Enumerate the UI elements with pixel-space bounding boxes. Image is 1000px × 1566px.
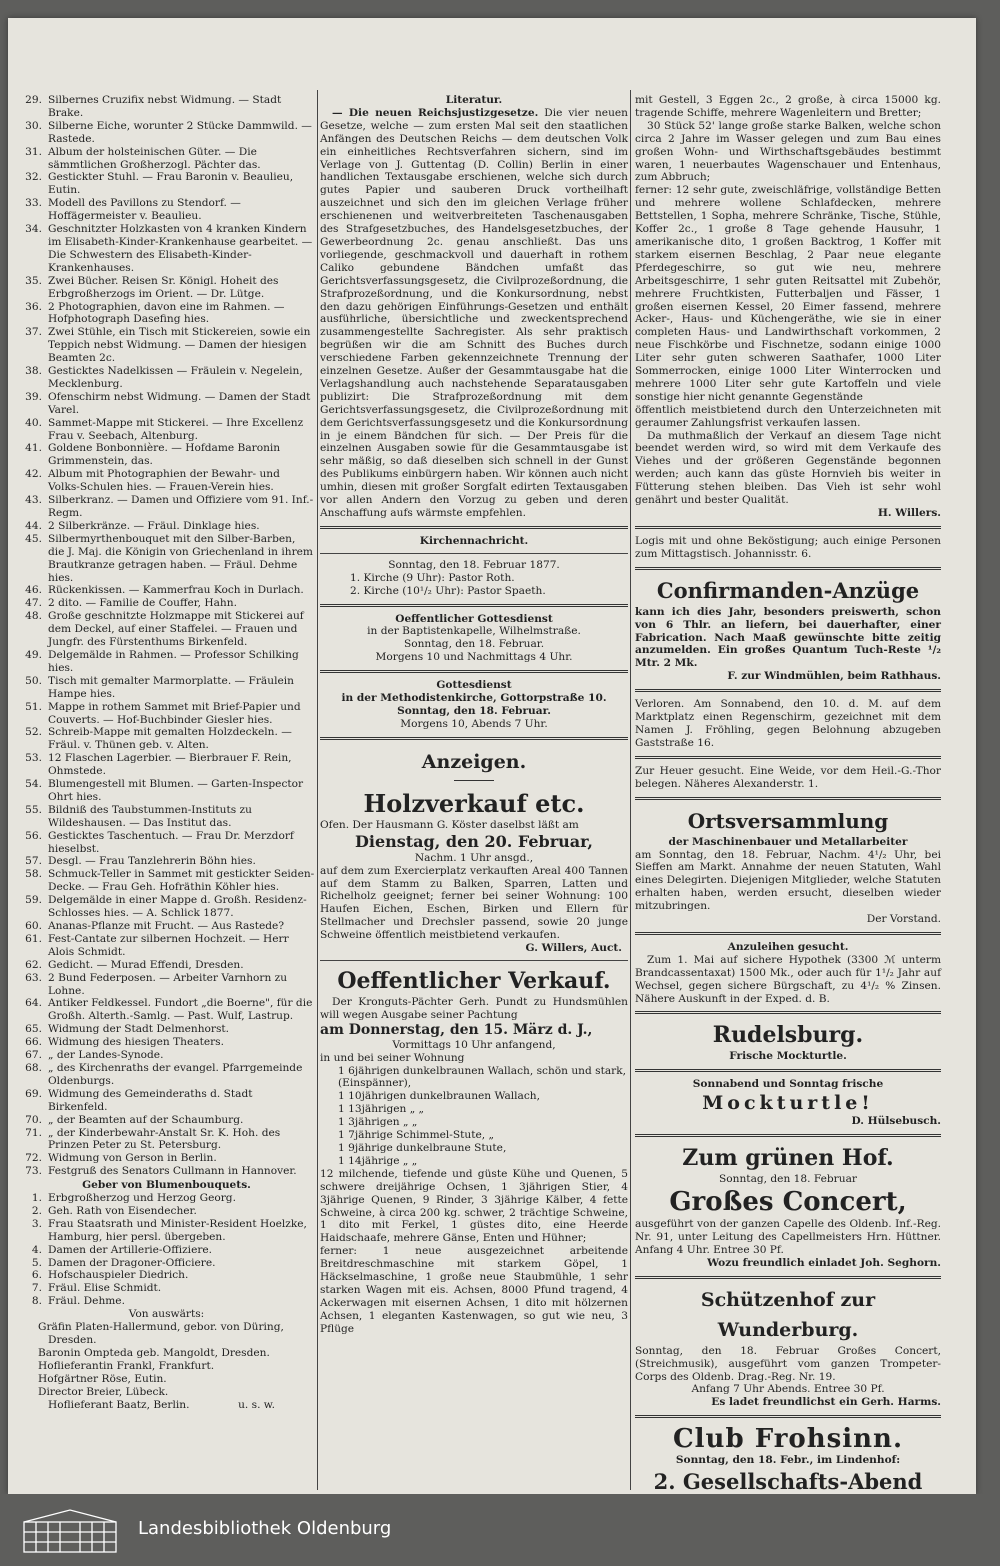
sale-continued: mit Gestell, 3 Eggen 2c., 2 große, à circa 15000 kg. tragende Schiffe, mehrere Wagenleitern und Bretter; bbox=[635, 94, 941, 119]
usw: u. s. w. bbox=[238, 1398, 275, 1411]
logis-ad: Logis mit und ohne Beköstigung; auch einige Personen zum Mittagstisch. Johannisstr. 6. bbox=[635, 534, 941, 560]
item-text: Geschnitzter Holzkasten von 4 kranken Kindern im Elisabeth-Kinder-Krankenhause gearbeitet. — Die Schwestern des Elisabeth-Kinder-Krankenhauses. bbox=[48, 223, 313, 274]
list-item bbox=[18, 391, 315, 417]
public-sale-intro: Der Kronguts-Pächter Gerh. Pundt zu Hundsmühlen will wegen Ausgabe seiner Pachtung bbox=[320, 995, 628, 1021]
list-item bbox=[18, 701, 315, 727]
service-1: in der Methodistenkirche, Gottorpstraße 10. bbox=[341, 692, 607, 705]
list-item bbox=[18, 1023, 315, 1036]
list-item bbox=[18, 520, 315, 533]
newspaper-page bbox=[8, 18, 976, 1494]
item-text: Silberne Eiche, worunter 2 Stücke Dammwild. — Rastede. bbox=[48, 119, 312, 145]
list-item bbox=[18, 752, 315, 778]
list-item bbox=[18, 972, 315, 998]
item-text: 2 dito. — Familie de Couffer, Hahn. bbox=[48, 597, 237, 610]
list-item bbox=[18, 1192, 315, 1205]
list-item bbox=[18, 649, 315, 675]
item-text: Silbernes Cruzifix nebst Widmung. — Stadt Brake. bbox=[48, 94, 282, 119]
item-number: 39. bbox=[25, 390, 42, 403]
item-text: 2 Photographien, davon eine im Rahmen. — Hofphotograph Dasefing hies. bbox=[48, 300, 285, 326]
sale-item: 1 10jährigen dunkelbraunen Wallach, bbox=[338, 1090, 540, 1103]
item-number: 7. bbox=[31, 1282, 42, 1295]
sale-continued-4: öffentlich meistbietend durch den Unterzeichneten mit geraumer Zahlungsfrist verkaufen lassen. bbox=[635, 403, 941, 429]
item-text: Festgruß des Senators Cullmann in Hannover. bbox=[48, 1165, 297, 1178]
meadow-ad: Zur Heuer gesucht. Eine Weide, vor dem Heil.-G.-Thor belegen. Näheres Alexanderstr. 1. bbox=[635, 764, 941, 790]
mockturtle-signature: D. Hülsebusch. bbox=[851, 1115, 941, 1128]
item-number: 37. bbox=[25, 326, 42, 339]
public-service-1: in der Baptistenkapelle, Wilhelmstraße. bbox=[367, 625, 581, 638]
church-news-heading: Kirchennachricht. bbox=[419, 534, 529, 547]
loan-heading: Anzuleihen gesucht. bbox=[727, 940, 849, 953]
item-text: Silbermyrthenbouquet mit den Silber-Barben, die J. Maj. die Königin von Griechenland in ihrem Brautkranze getragen haben. — Fräul. Dehme hies. bbox=[48, 532, 313, 584]
item-text: „ des Kirchenraths der evangel. Pfarrgemeinde Oldenburgs. bbox=[48, 1061, 303, 1087]
timber-sale-heading: Holzverkauf etc. bbox=[363, 788, 585, 818]
list-item bbox=[18, 584, 315, 597]
column-ads bbox=[635, 94, 941, 1562]
last-giver: Hoflieferant Baatz, Berlin. bbox=[48, 1398, 190, 1411]
item-number: 45. bbox=[25, 532, 42, 545]
list-item bbox=[18, 1088, 315, 1114]
ads-heading: Anzeigen. bbox=[421, 750, 527, 773]
item-text: „ der Beamten auf der Schaumburg. bbox=[48, 1113, 244, 1126]
item-text: Album mit Photographien der Bewahr- und Volks-Schulen hies. — Frauen-Verein hies. bbox=[48, 468, 280, 494]
item-number: 62. bbox=[25, 958, 42, 971]
outside-list bbox=[18, 1321, 315, 1398]
list-item bbox=[18, 1282, 315, 1295]
item-text: Album der holsteinischen Güter. — Die sämmtlichen Großherzogl. Pächter das. bbox=[48, 145, 261, 171]
item-number: 69. bbox=[25, 1087, 42, 1100]
item-text: Erbgroßherzog und Herzog Georg. bbox=[48, 1192, 236, 1205]
item-text: Sammet-Mappe mit Stickerei. — Ihre Excellenz Frau v. Seebach, Altenburg. bbox=[48, 416, 304, 442]
shooting-hall-time: Anfang 7 Uhr Abends. Entree 30 Pf. bbox=[691, 1383, 885, 1396]
item-text: Silberkranz. — Damen und Offiziere vom 91. Inf.-Regm. bbox=[48, 494, 314, 519]
list-item bbox=[18, 597, 315, 610]
item-number: 44. bbox=[25, 519, 42, 532]
shooting-hall-heading: Schützenhof zur Wunderburg. bbox=[700, 1288, 876, 1341]
item-number: 48. bbox=[25, 610, 42, 623]
item-text: Blumengestell mit Blumen. — Garten-Inspector Ohrt hies. bbox=[48, 778, 304, 803]
item-number: 50. bbox=[25, 674, 42, 687]
lost-ad: Verloren. Am Sonnabend, den 10. d. M. auf dem Marktplatz einen Regenschirm, gezeichnet mit dem Namen J. Fröhling, gegen Belohnung abzugeben Gaststraße 16. bbox=[635, 698, 941, 749]
list-item bbox=[18, 197, 315, 223]
list-item bbox=[18, 442, 315, 468]
item-text: Ofenschirm nebst Widmung. — Damen der Stadt Varel. bbox=[48, 390, 311, 416]
item-text: „ der Landes-Synode. bbox=[48, 1049, 164, 1062]
list-item bbox=[18, 830, 315, 856]
list-item bbox=[18, 223, 315, 275]
sale-item: 1 3jährigen „ „ bbox=[338, 1116, 418, 1129]
item-number: 59. bbox=[25, 894, 42, 907]
column-gift-list bbox=[18, 94, 315, 1411]
item-text: Antiker Feldkessel. Fundort „die Boerne", für die Großh. Alterth.-Samlg. — Past. Wulf, Lastrup. bbox=[48, 997, 313, 1023]
item-number: 71. bbox=[25, 1126, 42, 1139]
weekend-heading: Sonnabend und Sonntag frische bbox=[692, 1078, 884, 1091]
givers-list bbox=[18, 1192, 315, 1308]
item-number: 43. bbox=[25, 494, 42, 507]
sale-item: 1 6jährigen dunkelbraunen Wallach, schön und stark, (Einspänner), bbox=[338, 1064, 627, 1090]
column-rule bbox=[630, 90, 631, 1490]
item-number: 66. bbox=[25, 1036, 42, 1049]
item-text: Schreib-Mappe mit gemalten Holzdeckeln. — Fräul. v. Thünen geb. v. Alten. bbox=[48, 726, 292, 752]
public-sale-body: 12 milchende, tiefende und güste Kühe und Quenen, 5 schwere dreijährige Ochsen, 1 3jährigen Stier, 4 3jährige Quenen, 9 Rinder, 3 3jährige Kälber, 4 fette Schweine, à circa 200 kg. schwer, 2 trächtige Schweine, 1 dito mit Ferkel, 1 güstes dito, eine Heerde Haidschaafe, mehrere Gänse, Enten und Hühner; bbox=[320, 1167, 628, 1245]
list-item bbox=[18, 1036, 315, 1049]
item-number: 51. bbox=[25, 700, 42, 713]
list-item bbox=[18, 1218, 315, 1244]
item-text: Frau Staatsrath und Minister-Resident Hoelzke, Hamburg, hier persl. übergeben. bbox=[48, 1217, 307, 1243]
list-item bbox=[18, 275, 315, 301]
list-item bbox=[18, 959, 315, 972]
club-heading: Club Frohsinn. bbox=[672, 1424, 904, 1455]
item-number: 58. bbox=[25, 868, 42, 881]
item-number: 8. bbox=[31, 1295, 42, 1308]
list-item bbox=[18, 1205, 315, 1218]
list-item bbox=[18, 146, 315, 172]
list-item bbox=[18, 778, 315, 804]
item-text: Große geschnitzte Holzmappe mit Stickerei auf dem Deckel, auf einer Staffelei. — Frauen und Jungfr. des Fürstenthums Birkenfeld. bbox=[48, 610, 304, 649]
timber-sale-body: auf dem zum Exercierplatz verkauften Areal 400 Tannen auf dem Stamm zu Balken, Sparren, Latten und Richelholz geeignet; ferner bei seiner Wohnung: 100 Haufen Eichen, Eschen, Birken und Ellern für Stellmacher und Drechsler passend, sowie 20 junge Schweine öffentlich meistbietend verkaufen. bbox=[320, 864, 628, 942]
sale-item: 1 14jährige „ „ bbox=[338, 1154, 418, 1167]
list-item bbox=[18, 365, 315, 391]
list-item bbox=[18, 1062, 315, 1088]
public-sale-date: am Donnerstag, den 15. März d. J., bbox=[320, 1021, 593, 1038]
item-number: 68. bbox=[25, 1061, 42, 1074]
church-news-date: Sonntag, den 18. Februar 1877. bbox=[388, 558, 560, 571]
sale-continued-2: 30 Stück 52' lange große starke Balken, welche schon circa 2 Jahre im Wasser gelegen und zum Bau eines großen Wohn- und Wirthschaftsgebäudes bestimmt waren, 1 neuerbautes Wagenschauer und Entenhaus, zum Abbruch; bbox=[635, 119, 941, 184]
item-text: Gesticktes Taschentuch. — Frau Dr. Merzdorf hieselbst. bbox=[48, 829, 294, 855]
list-item bbox=[18, 855, 315, 868]
item-number: 57. bbox=[25, 855, 42, 868]
timber-sale-signature: G. Willers, Auct. bbox=[525, 942, 622, 955]
item-text: 2 Bund Federposen. — Arbeiter Varnhorn zu Lohne. bbox=[48, 971, 288, 997]
literature-article bbox=[320, 107, 628, 520]
item-number: 29. bbox=[25, 94, 42, 106]
confirmation-suits-heading: Confirmanden-Anzüge bbox=[656, 577, 920, 603]
item-text: Tisch mit gemalter Marmorplatte. — Fräulein Hampe hies. bbox=[48, 674, 294, 700]
item-number: 1. bbox=[31, 1192, 42, 1205]
literature-lead: — Die neuen Reichsjustizgesetze. bbox=[332, 106, 539, 119]
item-text: Gesticktes Nadelkissen — Fräulein v. Negelein, Mecklenburg. bbox=[48, 365, 303, 390]
list-item bbox=[18, 894, 315, 920]
item-text: Widmung des hiesigen Theaters. bbox=[48, 1036, 224, 1049]
item-number: 56. bbox=[25, 829, 42, 842]
public-sale-heading: Oeffentlicher Verkauf. bbox=[337, 967, 611, 994]
item-number: 33. bbox=[25, 197, 42, 210]
item-text: Geh. Rath von Eisendecher. bbox=[48, 1204, 197, 1217]
green-court-date: Sonntag, den 18. Februar bbox=[719, 1173, 857, 1186]
list-item bbox=[18, 120, 315, 146]
public-sale-items bbox=[320, 1065, 628, 1168]
item-number: 30. bbox=[25, 119, 42, 132]
item-number: 72. bbox=[25, 1152, 42, 1165]
public-service-heading: Oeffentlicher Gottesdienst bbox=[395, 612, 553, 625]
givers-heading: Geber von Blumenbouquets. bbox=[82, 1179, 251, 1192]
shooting-hall-body: Sonntag, den 18. Februar Großes Concert, (Streichmusik), ausgeführt vom ganzen Trompeter-Corps des Oldenb. Drag.-Reg. Nr. 19. bbox=[635, 1344, 941, 1383]
service-heading: Gottesdienst bbox=[436, 679, 512, 692]
sale-item: 1 7jährige Schimmel-Stute, „ bbox=[338, 1129, 494, 1142]
list-item bbox=[18, 1269, 315, 1282]
item-number: 67. bbox=[25, 1049, 42, 1062]
item-text: Fest-Cantate zur silbernen Hochzeit. — Herr Alois Schmidt. bbox=[48, 932, 289, 958]
item-number: 73. bbox=[25, 1165, 42, 1178]
item-number: 40. bbox=[25, 416, 42, 429]
church-news-1: 1. Kirche (9 Uhr): Pastor Roth. bbox=[350, 571, 515, 584]
local-meeting-heading: Ortsversammlung bbox=[687, 808, 889, 833]
item-number: 42. bbox=[25, 468, 42, 481]
item-text: 2 Silberkränze. — Fräul. Dinklage hies. bbox=[48, 519, 260, 532]
library-name: Landesbibliothek Oldenburg bbox=[138, 1518, 392, 1539]
item-number: 49. bbox=[25, 648, 42, 661]
list-item bbox=[18, 675, 315, 701]
literature-heading: Literatur. bbox=[445, 94, 503, 106]
green-court-heading: Zum grünen Hof. bbox=[682, 1145, 894, 1172]
item-text: Rückenkissen. — Kammerfrau Koch in Durlach. bbox=[48, 584, 304, 597]
outside-giver: Hoflieferantin Frankl, Frankfurt. bbox=[38, 1359, 215, 1372]
item-text: Widmung von Gerson in Berlin. bbox=[48, 1152, 217, 1165]
item-text: Zwei Stühle, ein Tisch mit Stickereien, sowie ein Teppich nebst Widmung. — Damen der hiesigen Beamten 2c. bbox=[48, 326, 311, 365]
item-text: Ananas-Pflanze mit Frucht. — Aus Rastede? bbox=[48, 920, 285, 932]
public-sale-ferner: ferner: 1 neue ausgezeichnet arbeitende Breitdreschmaschine mit starkem Göpel, 1 Häckselmaschine, 1 große neue Staubmühle, 1 sehr starken Wagen mit eis. Achsen, 8000 Pfund tragend, 4 Ackerwagen mit eisernen Achsen, 1 dito mit hölzernen Achsen, 1 eleganten Kastenwagen, so gut wie neu, 3 Pflüge bbox=[320, 1245, 628, 1335]
service-3: Morgens 10, Abends 7 Uhr. bbox=[400, 717, 548, 730]
item-number: 53. bbox=[25, 752, 42, 765]
outside-heading: Von auswärts: bbox=[128, 1308, 205, 1321]
rudelsburg-heading: Rudelsburg. bbox=[712, 1022, 864, 1049]
church-news-2: 2. Kirche (10¹/₂ Uhr): Pastor Spaeth. bbox=[350, 584, 546, 597]
item-number: 6. bbox=[31, 1269, 42, 1282]
literature-body: Die vier neuen Gesetze, welche — zum ersten Mal seit den staatlichen Anfängen des Deutschen Reichs — dem deutschen Volk ein einheitliches Rechtsverfahren sichern, sind im Verlage von J. Guttentag (D. Collin) Berlin in einer handlichen Textausgabe erschienen, welche sich durch gutes Papier und sauberen Druck vortheilhaft auszeichnet und sich den im gleichen Verlage früher erschienenen und weitverbreiteten Taschenausgaben des Strafgesetzbuches, des Handelsgesetzbuches, der Gewerbeordnung 2c. genau anschließt. Das uns vorliegende, geschmackvoll und dauerhaft in rothem Caliko gebundene Bändchen umfaßt das Gerichtsverfassungsgesetz, die Civilprozeßordnung, die Strafprozeßordnung, und die Konkursordnung, nebst den dazu gehörigen Einführungs-Gesetzen und enthält ausführliche, übersichtliche und zweckentsprechend zusammengestellte Sachregister. Als sehr praktisch begrüßen wir die am Schnitt des Buches durch verschiedene Farben gekennzeichnete Trennung der einzelnen Gesetze. Außer der Gesammtausgabe hat die Verlagshandlung auch nachstehende Separatausgaben publizirt: Die Strafprozeßordnung mit dem Gerichtsverfassungsgesetz, die Civilprozeßordnung mit dem Gerichtsverfassungsgesetz und die Konkursordnung in je einem Bändchen für sich. — Der Preis für die einzelnen Ausgaben sowie für die Gesammtausgabe ist sehr mäßig, so daß dieselben sich schnell in der Gunst des Publikums einbürgern haben. Wir können auch nicht umhin, diesen mit großer Sorgfalt edirten Textausgaben vor allen Andern den Vorzug zu geben und deren Anschaffung aufs wärmste empfehlen. bbox=[320, 106, 628, 519]
list-item bbox=[18, 1295, 315, 1308]
item-number: 2. bbox=[31, 1204, 42, 1217]
list-item bbox=[18, 1257, 315, 1270]
confirmation-suits-signature: F. zur Windmühlen, beim Rathhaus. bbox=[727, 670, 941, 683]
item-number: 5. bbox=[31, 1256, 42, 1269]
shooting-hall-signature: Es ladet freundlichst ein Gerh. Harms. bbox=[711, 1396, 941, 1409]
item-number: 63. bbox=[25, 971, 42, 984]
item-text: Delgemälde in Rahmen. — Professor Schilking hies. bbox=[48, 648, 299, 674]
column-literature bbox=[320, 94, 628, 1336]
list-item bbox=[18, 804, 315, 830]
item-number: 46. bbox=[25, 584, 42, 597]
item-number: 3. bbox=[31, 1217, 42, 1230]
list-item bbox=[18, 1127, 315, 1153]
list-item bbox=[18, 301, 315, 327]
item-text: Fräul. Elise Schmidt. bbox=[48, 1282, 162, 1295]
public-service-2: Sonntag, den 18. Februar. bbox=[403, 638, 545, 651]
item-number: 61. bbox=[25, 932, 42, 945]
item-text: Fräul. Dehme. bbox=[48, 1295, 125, 1308]
list-item bbox=[18, 326, 315, 365]
sale-signature: H. Willers. bbox=[877, 507, 941, 519]
item-number: 64. bbox=[25, 997, 42, 1010]
green-court-body: ausgeführt von der ganzen Capelle des Oldenb. Inf.-Reg. Nr. 91, unter Leitung des Capellmeisters Hrn. Hüttner. Anfang 4 Uhr. Entree 30 Pf. bbox=[635, 1218, 941, 1256]
item-text: Desgl. — Frau Tanzlehrerin Böhn hies. bbox=[48, 855, 256, 868]
column-rule bbox=[317, 90, 318, 1490]
list-item bbox=[18, 610, 315, 649]
library-building-icon bbox=[22, 1508, 118, 1554]
loan-body: Zum 1. Mai auf sichere Hypothek (3300 ℳ unterm Brandcassentaxat) 1500 Mk., oder auch für 1¹/₂ Jahr auf Wechsel, gegen sichere Bürgschaft, zu 4¹/₂ % Zinsen. Nähere Auskunft in der Exped. d. B. bbox=[635, 953, 941, 1005]
list-item bbox=[18, 1114, 315, 1127]
item-text: Widmung der Stadt Delmenhorst. bbox=[48, 1023, 230, 1036]
item-text: Modell des Pavillons zu Stendorf. — Hoffägermeister v. Beaulieu. bbox=[48, 197, 241, 223]
service-2: Sonntag, den 18. Februar. bbox=[397, 704, 551, 717]
item-number: 65. bbox=[25, 1023, 42, 1036]
outside-giver: Hofgärtner Röse, Eutin. bbox=[38, 1372, 167, 1385]
item-number: 70. bbox=[25, 1113, 42, 1126]
sale-continued-3: ferner: 12 sehr gute, zweischläfrige, vollständige Betten und mehrere wollene Schlafdecken, mehrere Bettstellen, 1 Sopha, mehrere Schränke, Tische, Stühle, Koffer 2c., 1 große 8 Tage gehende Hausuhr, 1 amerikanische dito, 1 großen Backtrog, 1 Koffer mit starkem eisernen Beschlag, 2 Paar neue elegante Pferdegeschirre, so gut wie neu, mehrere Arbeitsgeschirre, 1 sehr guten Reitsattel mit Zubehör, mehrere Fruchtkisten, Futterbaljen und Fässer, 1 großen eisernen Kessel, 20 Eimer fassend, mehrere Acker-, Haus- und Küchengeräthe, wie sie in einer completen Haus- und Landwirthschaft vorkommen, 2 neue Fischkörbe und Fischnetze, sodann einige 1000 Liter sehr guten schweren Saathafer, 1000 Liter Sommerrocken, einige 1000 Liter Winterrocken und mehrere 1000 Liter sehr gute Kartoffeln und viele sonstige hier nicht genannte Gegenstände bbox=[635, 184, 941, 403]
item-text: „ der Kinderbewahr-Anstalt Sr. K. Hoh. des Prinzen Peter zu St. Petersburg. bbox=[48, 1126, 281, 1152]
club-evening: 2. Gesellschafts-Abend bbox=[653, 1469, 923, 1495]
item-text: Gestickter Stuhl. — Frau Baronin v. Beaulieu, Eutin. bbox=[48, 171, 294, 197]
item-number: 36. bbox=[25, 300, 42, 313]
item-number: 60. bbox=[25, 920, 42, 932]
list-item bbox=[18, 417, 315, 443]
item-text: Damen der Artillerie-Offiziere. bbox=[48, 1243, 213, 1256]
item-text: Delgemälde in einer Mappe d. Großh. Residenz-Schlosses hies. — A. Schlick 1877. bbox=[48, 894, 307, 920]
list-item bbox=[18, 997, 315, 1023]
item-number: 54. bbox=[25, 778, 42, 791]
item-text: Goldene Bonbonnière. — Hofdame Baronin Grimmenstein, das. bbox=[48, 442, 281, 468]
item-number: 52. bbox=[25, 726, 42, 739]
public-sale-place: in und bei seiner Wohnung bbox=[320, 1051, 465, 1064]
club-date: Sonntag, den 18. Febr., im Lindenhof: bbox=[675, 1454, 901, 1467]
outside-giver: Gräfin Platen-Hallermund, gebor. von Düring, Dresden. bbox=[38, 1321, 284, 1346]
public-sale-time: Vormittags 10 Uhr anfangend, bbox=[392, 1038, 556, 1051]
local-meeting-signature: Der Vorstand. bbox=[866, 913, 941, 926]
timber-sale-time: Nachm. 1 Uhr ansgd., bbox=[414, 851, 534, 864]
green-court-concert: Großes Concert, bbox=[669, 1187, 907, 1218]
sale-item: 1 13jährigen „ „ bbox=[338, 1103, 425, 1116]
sale-continued-5: Da muthmaßlich der Verkauf an diesem Tage nicht beendet werden wird, so wird mit dem Verkaufe des Viehes und der größeren Gegenstände begonnen werden; auch kann das güste Hornvieh bis weiter in Fütterung stehen bleiben. Das Vieh ist sehr wohl genährt und bester Qualität. bbox=[635, 429, 941, 507]
outside-giver: Director Breier, Lübeck. bbox=[38, 1385, 169, 1398]
confirmation-suits-body: kann ich dies Jahr, besonders preiswerth, schon von 6 Thlr. an liefern, bei dauerhafter, einer Fabrication. Nach Maaß gewünschte bitte zeitig anzumelden. Ein großes Quantum Tuch-Reste ¹/₂ Mtr. 2 Mk. bbox=[635, 605, 941, 670]
timber-sale-intro: Ofen. Der Hausmann G. Köster daselbst läßt am bbox=[320, 818, 579, 831]
list-item bbox=[18, 1049, 315, 1062]
item-number: 47. bbox=[25, 597, 42, 610]
list-item bbox=[18, 868, 315, 894]
outside-giver: Baronin Ompteda geb. Mangoldt, Dresden. bbox=[38, 1346, 270, 1359]
timber-sale-date: Dienstag, den 20. Februar, bbox=[355, 831, 593, 851]
item-number: 55. bbox=[25, 803, 42, 816]
item-text: Bildniß des Taubstummen-Instituts zu Wildeshausen. — Das Institut das. bbox=[48, 803, 252, 829]
item-text: Gedicht. — Murad Effendi, Dresden. bbox=[48, 958, 244, 971]
list-item bbox=[18, 1244, 315, 1257]
list-item bbox=[18, 533, 315, 585]
mockturtle-heading: Mockturtle! bbox=[702, 1092, 874, 1115]
item-number: 31. bbox=[25, 145, 42, 158]
item-number: 41. bbox=[25, 442, 42, 455]
item-text: Hofschauspieler Diedrich. bbox=[48, 1269, 189, 1282]
item-text: Zwei Bücher. Reisen Sr. Königl. Hoheit des Erbgroßherzogs im Orient. — Dr. Lütge. bbox=[48, 274, 279, 300]
item-number: 34. bbox=[25, 223, 42, 236]
item-number: 35. bbox=[25, 274, 42, 287]
list-item bbox=[18, 933, 315, 959]
item-text: Schmuck-Teller in Sammet mit gestickter Seiden-Decke. — Frau Geh. Hofräthin Köhler hies. bbox=[48, 868, 315, 894]
rudelsburg-sub: Frische Mockturtle. bbox=[729, 1050, 847, 1063]
item-text: Widmung des Gemeinderaths d. Stadt Birkenfeld. bbox=[48, 1087, 253, 1113]
list-item bbox=[18, 94, 315, 120]
list-item bbox=[18, 1152, 315, 1165]
item-text: Mappe in rothem Sammet mit Brief-Papier und Couverts. — Hof-Buchbinder Giesler hies. bbox=[48, 700, 301, 726]
list-item bbox=[18, 920, 315, 933]
list-item bbox=[18, 171, 315, 197]
gift-list bbox=[18, 94, 315, 1178]
list-item bbox=[18, 726, 315, 752]
item-number: 38. bbox=[25, 365, 42, 378]
list-item bbox=[18, 468, 315, 494]
item-text: Damen der Dragoner-Officiere. bbox=[48, 1256, 216, 1269]
list-item bbox=[18, 494, 315, 520]
item-number: 32. bbox=[25, 171, 42, 184]
sale-item: 1 9jährige dunkelbraune Stute, bbox=[338, 1142, 507, 1154]
list-item bbox=[18, 1165, 315, 1178]
local-meeting-sub: der Maschinenbauer und Metallarbeiter bbox=[668, 835, 908, 848]
public-service-3: Morgens 10 und Nachmittags 4 Uhr. bbox=[375, 651, 573, 664]
footer-bar bbox=[0, 1494, 1000, 1566]
green-court-signature: Wozu freundlich einladet Joh. Seghorn. bbox=[707, 1256, 941, 1269]
item-text: 12 Flaschen Lagerbier. — Bierbrauer F. Rein, Ohmstede. bbox=[48, 752, 292, 778]
local-meeting-body: am Sonntag, den 18. Februar, Nachm. 4¹/₂ Uhr, bei Sieffen am Markt. Annahme der neuen Statuten, Wahl eines Delegirten. Diejenigen Mitglieder, welche Statuten erhalten haben, werden ersucht, dieselben wieder mitzubringen. bbox=[635, 848, 941, 913]
item-number: 4. bbox=[31, 1243, 42, 1256]
